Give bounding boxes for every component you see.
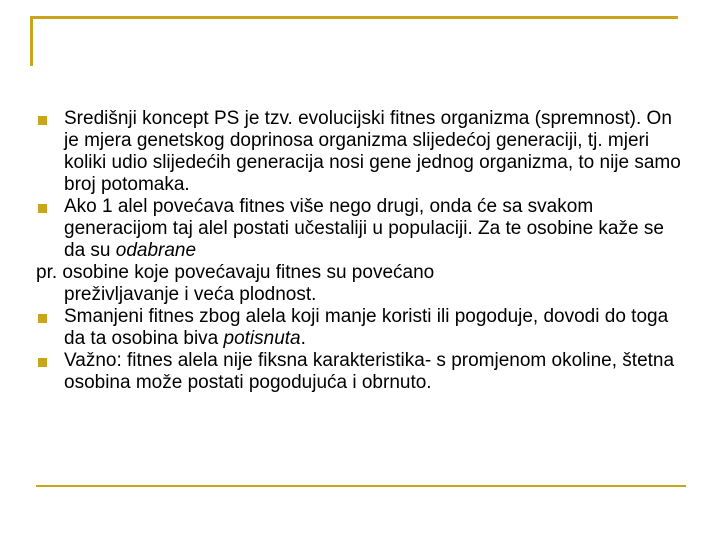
bullet-item-2 (36, 196, 686, 262)
bullet-item-4 (36, 350, 686, 394)
example-note-line: pr. osobine koje povećavaju fitnes su povećano (36, 262, 435, 283)
bullet-text-2-italic: odabrane (115, 240, 197, 261)
bullet-text-2: Ako 1 alel povećava fitnes više nego drugi, onda će sa svakom generacijom taj alel postati učestaliji u populaciji. Za te osobine kaže se da su (64, 196, 664, 261)
square-bullet-icon (38, 358, 47, 367)
decorative-frame-bottom-line (36, 485, 686, 487)
square-bullet-icon (38, 314, 47, 323)
bullet-text-3-italic: potisnuta (223, 328, 301, 349)
bullet-item-1 (36, 108, 686, 196)
square-bullet-icon (38, 204, 47, 213)
slide-body (36, 108, 686, 394)
bullet-text-3: Smanjeni fitnes zbog alela koji manje koristi ili pogoduje, dovodi do toga da ta osobina biva (64, 306, 669, 349)
bullet-item-3 (36, 306, 686, 350)
bullet-text-1: Središnji koncept PS je tzv. evolucijski fitnes organizma (spremnost). On je mjera genetskog doprinosa organizma slijedećoj generaciji, tj. mjeri koliki udio slijedećih generacija nosi gene jednog organizma, to nije samo broj potomaka. (64, 108, 681, 195)
bullet-text-3-end: . (300, 328, 306, 349)
decorative-frame-left-line (30, 16, 33, 66)
example-note-continuation: preživljavanje i veća plodnost. (64, 284, 317, 305)
square-bullet-icon (38, 116, 47, 125)
bullet-text-4: Važno: fitnes alela nije fiksna karakteristika- s promjenom okoline, štetna osobina može postati pogodujuća i obrnuto. (64, 350, 675, 393)
decorative-frame-top-line (30, 16, 678, 19)
